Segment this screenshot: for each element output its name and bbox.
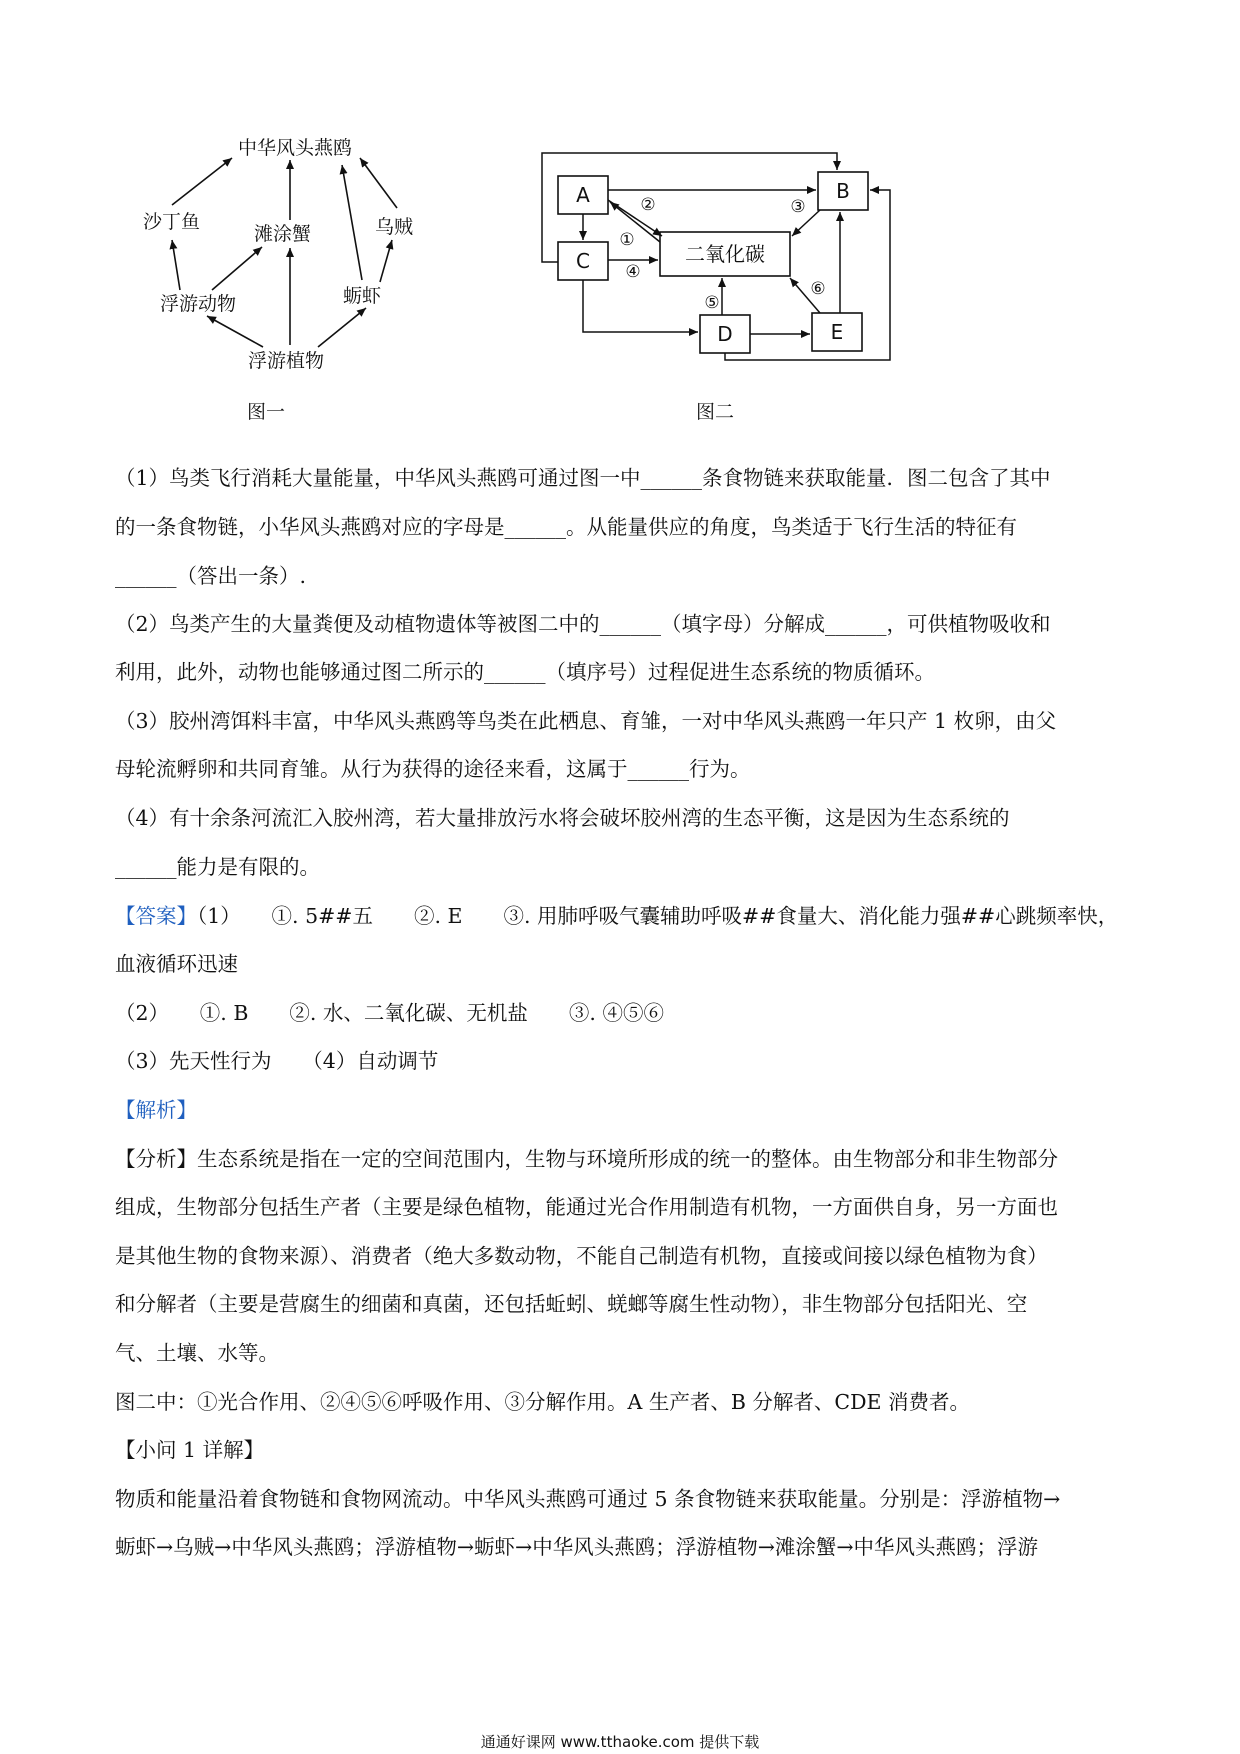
figure2-caption: 图二 — [696, 401, 735, 423]
analysis-line: 蛎虾→乌贼→中华风头燕鸥；浮游植物→蛎虾→中华风头燕鸥；浮游植物→滩涂蟹→中华风头燕鸥；浮游 — [115, 1535, 1039, 1559]
box-d-label: D — [717, 322, 733, 346]
node-shrimp: 蛎虾 — [343, 285, 382, 307]
node-zooplankton: 浮游动物 — [160, 293, 237, 315]
food-web-diagram — [143, 137, 413, 423]
answer-line — [115, 906, 1118, 927]
analysis-line: 【小问 1 详解】 — [115, 1438, 265, 1462]
box-b-label: B — [836, 179, 850, 203]
analysis-line: 【分析】生态系统是指在一定的空间范围内，生物与环境所形成的统一的整体。由生物部分和非生物部分 — [115, 1147, 1058, 1171]
answer-line: （2） ①. B ②. 水、二氧化碳、无机盐 ③. ④⑤⑥ — [115, 1001, 664, 1025]
analysis-line: 图二中：①光合作用、②④⑤⑥呼吸作用、③分解作用。A 生产者、B 分解者、CDE 消费者。 — [115, 1390, 971, 1414]
node-top-predator: 中华风头燕鸥 — [238, 137, 353, 159]
node-sardine: 沙丁鱼 — [143, 211, 201, 233]
analysis-line: 组成，生物部分包括生产者（主要是绿色植物，能通过光合作用制造有机物，一方面供自身，另一方面也 — [115, 1195, 1058, 1219]
box-a-label: A — [576, 183, 590, 207]
analysis-line: 气、土壤、水等。 — [115, 1341, 279, 1365]
question-line: ______（答出一条）. — [115, 564, 307, 588]
analysis-line: 物质和能量沿着食物链和食物网流动。中华风头燕鸥可通过 5 条食物链来获取能量。分别是：浮游植物→ — [115, 1487, 1061, 1511]
analysis-line: 是其他生物的食物来源）、消费者（绝大多数动物，不能自己制造有机物，直接或间接以绿色植物为食） — [115, 1244, 1048, 1268]
arrow-phyto-zoo — [207, 316, 263, 347]
carbon-cycle-diagram — [542, 153, 890, 423]
label-5: ⑤ — [704, 293, 720, 313]
arrow-squid-top — [360, 158, 397, 208]
box-c-label: C — [576, 249, 590, 273]
answer-line: （3）先天性行为 （4）自动调节 — [115, 1049, 439, 1073]
label-6: ⑥ — [810, 279, 826, 299]
arrow-zoo-crab — [212, 247, 262, 290]
node-squid: 乌贼 — [375, 216, 414, 238]
figure1-caption: 图一 — [247, 401, 286, 423]
box-e-label: E — [830, 320, 844, 344]
page-footer: 通通好课网 www.tthaoke.com 提供下载 — [480, 1733, 760, 1751]
label-1: ① — [619, 230, 635, 250]
question-line: 利用，此外，动物也能够通过图二所示的______（填序号）过程促进生态系统的物质循环。 — [115, 660, 935, 684]
question-line: 的一条食物链，小华风头燕鸥对应的字母是______。从能量供应的角度，鸟类适于飞行生活的特征有 — [115, 515, 1017, 539]
node-crab: 滩涂蟹 — [254, 223, 312, 245]
analysis-line: 和分解者（主要是营腐生的细菌和真菌，还包括蚯蚓、蜣螂等腐生性动物），非生物部分包括阳光、空 — [115, 1292, 1028, 1316]
answer-line: 血液循环迅速 — [115, 952, 238, 976]
question-line: （4）有十余条河流汇入胶州湾，若大量排放污水将会破坏胶州湾的生态平衡，这是因为生态系统的 — [115, 806, 1010, 830]
arrow-shrimp-top — [342, 165, 362, 280]
analysis-tag: 【解析】 — [115, 1098, 197, 1122]
question-line: ______能力是有限的。 — [115, 855, 320, 879]
label-3: ③ — [790, 197, 806, 217]
figures — [0, 0, 1240, 440]
arrow-phyto-shrimp — [318, 308, 366, 347]
answer-part1: （1） ①. 5##五 ②. E ③. 用肺呼吸气囊辅助呼吸##食量大、消化能力强##心跳频率快， — [197, 904, 1119, 928]
arrow-shrimp-squid — [380, 240, 392, 282]
label-4: ④ — [625, 262, 641, 282]
box-co2-label: 二氧化碳 — [685, 242, 765, 266]
question-line: （2）鸟类产生的大量粪便及动植物遗体等被图二中的______（填字母）分解成______，可供植物吸收和 — [115, 612, 1051, 636]
arrow-c-d — [583, 280, 698, 332]
answer-tag: 【答案】 — [115, 904, 197, 928]
node-phytoplankton: 浮游植物 — [248, 350, 325, 372]
arrow-sardine-top — [172, 158, 232, 205]
question-line: （1）鸟类飞行消耗大量能量，中华风头燕鸥可通过图一中______条食物链来获取能量．图二包含了其中 — [115, 466, 1051, 490]
question-line: （3）胶州湾饵料丰富，中华风头燕鸥等鸟类在此栖息、育雏，一对中华风头燕鸥一年只产 1 枚卵，由父 — [115, 709, 1057, 733]
label-2: ② — [640, 195, 656, 215]
arrow-zoo-sardine — [172, 240, 180, 290]
question-line: 母轮流孵卵和共同育雏。从行为获得的途径来看，这属于______行为。 — [115, 757, 751, 781]
